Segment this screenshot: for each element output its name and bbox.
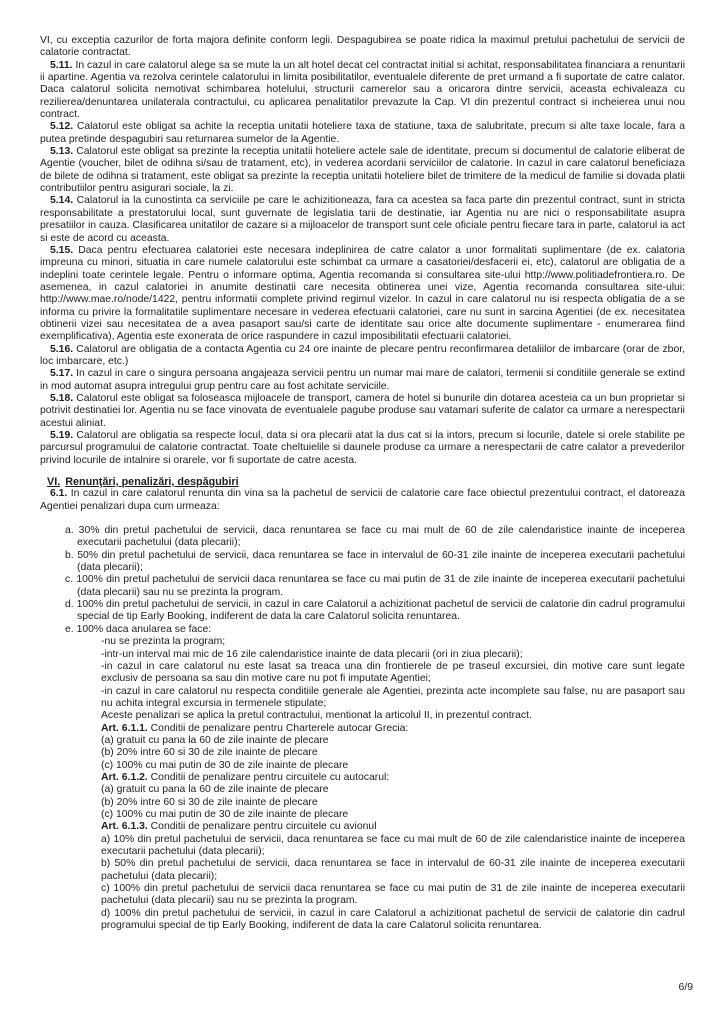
article-6-1-3-item-b: b) 50% din pretul pachetului de servicii, daca renuntarea se face in intervalul de 60-31 zile inainte de inceperea executarii pachetului (data plecarii);	[101, 858, 685, 882]
article-6-1-1-label: Art. 6.1.1.	[101, 722, 148, 734]
clause-5-19-number: 5.19.	[50, 430, 74, 441]
clause-5-15-number: 5.15.	[50, 244, 74, 256]
article-6-1-1-title: Conditii de penalizare pentru Charterele autocar Grecia:	[150, 722, 409, 734]
article-6-1-3-item-a: a) 10% din pretul pachetului de servicii, daca renuntarea se face cu mai mult de 60 de zile calendaristice inainte de inceperea executarii pachetului (data plecarii);	[101, 833, 685, 857]
cancellation-case-4: -in cazul in care calatorul nu respecta conditiile generale ale Agentiei, prezinta acte incomplete sau false, nu are pasaport sau nu achita integral excursia in termenele stipulate;	[101, 685, 685, 709]
clause-5-14-number: 5.14.	[50, 195, 74, 207]
clause-5-11-text: In cazul in care calatorul alege sa se mute la un alt hotel decat cel contractat initial si achitat, responsabilitatea financiara a renuntarii ii apartine. Agentia va rezolva cerintele calatorului in limita posibilitatilor, eventualele diferente de pret urmand a fi suportate de catre calator. Daca calatorul solicita nemotivat schimbarea hotelului, structurii camerelor sau a oricarora dintre servicii, aceasta echivaleaza cu rezilierea/denuntarea unilaterala contractului, cu aplicarea penalitatilor prevazute la Cap. VI din prezentul contract si incheierea unui nou contract.	[40, 59, 685, 121]
penalties-note: Aceste penalizari se aplica la pretul contractului, mentionat la articolul II, in prezentul contract.	[101, 710, 532, 722]
clause-5-18	[40, 393, 685, 430]
clause-5-16-number: 5.16.	[50, 343, 74, 355]
penalty-item-b-marker: b.	[65, 549, 74, 561]
clause-5-13-text: Calatorul este obligat sa prezinte la receptia unitatii hoteliere actele sale de identitate, precum si documentul de calatorie eliberat de Agentie (voucher, bilet de odihna si/sau de tratament, etc), in vederea acordarii serviciilor de calatorie. In cazul in care calatorul beneficiaza de bilete de odihna si tratament, este obligat sa prezinte la receptia unitatii hoteliere bilet de trimitere de la medicul de familie si dovada platii contributiilor pentru asigurari sociale, la zi.	[40, 146, 685, 195]
penalty-item-e-marker: e.	[65, 623, 74, 635]
article-6-1-2-label: Art. 6.1.2.	[101, 771, 148, 783]
cancellation-case-3: -in cazul in care calatorul nu este lasat sa treaca una din frontierele de pe traseul excursiei, din motive care sunt legate exclusiv de persoana sa sau din motive care nu pot fi imputate Agentiei;	[101, 660, 685, 685]
clause-5-14	[40, 195, 685, 244]
clause-5-17-number: 5.17.	[50, 368, 74, 380]
penalty-item-c-marker: c.	[65, 574, 74, 586]
clause-5-18-number: 5.18.	[50, 392, 74, 404]
clause-5-16-text: Calatorul are obligatia de a contacta Agentia cu 24 ore inainte de plecare pentru reconfirmarea detaliilor de imbarcare (orar de zbor, loc imbarcare, etc.)	[40, 343, 685, 367]
penalty-item-a	[65, 525, 685, 550]
clause-5-13-number: 5.13.	[50, 146, 74, 158]
clause-5-12	[40, 121, 685, 146]
penalty-item-c-text: 100% din pretul pachetului de servicii daca renuntarea se face cu mai putin de 31 de zile inainte de inceperea executarii pachetului (data plecarii) sau nu se prezinta la program.	[76, 574, 686, 598]
penalty-item-d-marker: d.	[65, 599, 74, 611]
clause-5-15-text: Daca pentru efectuarea calatoriei este necesara indeplinirea de catre calator a unor formalitati suplimentare (de ex. calatoria impreuna cu minori, situatia in care numele calatorului este schimbat ca urmare a casatoriei/desfacerii ei, etc), calatorul are obligatia de a indeplini toate cerintele legale. Pentru o informare optima, Agentia recomanda si consultarea site-ului http://www.politiadefrontiera.ro. De asemenea, in cazul calatoriei in anumite destinatii care necesita obtinerea unei vize, Agentia recomanda consultarea site-ului: http://www.mae.ro/node/1422, pentru informatii complete privind regimul vizelor. In cazul in care calatorul nu isi respecta obligatia de a se informa cu privire la formalitatile suplimentare necesare in vederea efectuarii calatoriei, care nu sunt in sarcina Agentiei (de ex. necesitatea obtinerii vizei sau necesitatea de a avea pasaport sau/si carte de identitate sau orice alte documente suplimentare - enumerarea fiind exemplificativa), Agentia este exonerata de orice raspundere in cazul imposibilitatii efectuarii calatoriei.	[40, 244, 685, 343]
clause-5-12-text: Calatorul este obligat sa achite la receptia unitatii hoteliere taxa de statiune, taxa de salubritate, precum si alte taxe locale, fara a putea pretinde despagubiri sau returnarea sumelor de la Agentie.	[40, 121, 685, 145]
penalty-item-d	[65, 599, 685, 624]
penalty-item-e-text: 100% daca anularea se face:	[76, 623, 212, 635]
section-vi-title: Renunţări, penalizări, despăgubiri	[65, 476, 239, 489]
cancellation-case-2: -intr-un interval mai mic de 16 zile calendaristice inainte de data plecarii (ori in ziua plecarii);	[101, 648, 523, 660]
section-vi-numeral: VI.	[47, 476, 61, 489]
article-6-1-2-item-b: (b) 20% intre 60 si 30 de zile inainte de plecare	[101, 796, 318, 808]
penalty-item-e	[65, 624, 685, 636]
article-6-1-3-heading	[101, 821, 685, 833]
clause-5-19	[40, 430, 685, 467]
intro-continuation-paragraph: VI, cu exceptia cazurilor de forta majora definite conform legii. Despagubirea se poate ridica la maximul pretului pachetului de servicii de calatorie contractat.	[40, 35, 685, 59]
article-6-1-3-item-d: d) 100% din pretul pachetului de servicii, in cazul in care Calatorul a achizitionat pachetul de servicii de calatorie din cadrul programului special de tip Early Booking, indiferent de data la care Calatorul solicita renuntarea.	[101, 907, 685, 932]
article-6-1-1-item-b: (b) 20% intre 60 si 30 de zile inainte de plecare	[101, 747, 318, 759]
article-6-1-2-heading	[101, 772, 685, 784]
article-6-1-1-item-c: (c) 100% cu mai putin de 30 de zile inainte de plecare	[101, 759, 349, 771]
article-6-1-3-label: Art. 6.1.3.	[101, 821, 148, 833]
clause-5-11-number: 5.11.	[50, 59, 73, 71]
clause-5-11	[40, 60, 685, 122]
clause-5-18-text: Calatorul este obligat sa foloseasca mijloacele de transport, camera de hotel si bunurile din dotarea acesteia ca un bun proprietar si potrivit destinatiei lor. Agentia nu se face vinovata de eventualele pagube produse sau vatamari suferite de calator ca urmare a nerespectarii acestui aliniat.	[40, 392, 685, 429]
clause-5-16	[40, 344, 685, 369]
article-6-1-1-item-a: (a) gratuit cu pana la 60 de zile inainte de plecare	[101, 734, 329, 746]
clause-5-17	[40, 368, 685, 393]
article-6-1-2-item-a: (a) gratuit cu pana la 60 de zile inainte de plecare	[101, 784, 329, 796]
clause-6-1	[40, 488, 685, 513]
penalty-item-b	[65, 550, 685, 575]
clause-6-1-text: In cazul in care calatorul renunta din vina sa la pachetul de servicii de calatorie care face obiectul prezentului contract, el datoreaza Agentiei penalizari dupa cum urmeaza:	[40, 488, 685, 512]
clause-5-15	[40, 245, 685, 344]
article-6-1-2-item-c: (c) 100% cu mai putin de 30 de zile inainte de plecare	[101, 808, 349, 820]
cancellation-case-1: -nu se prezinta la program;	[101, 636, 226, 648]
clause-6-1-number: 6.1.	[50, 488, 68, 500]
clause-5-17-text: In cazul in care o singura persoana angajeaza servicii pentru un numar mai mare de calatori, termenii si conditiile generale se extind in mod automat asupra intregului grup pentru care au fost achitate serviciile.	[40, 368, 685, 392]
penalty-list	[65, 525, 685, 932]
clause-5-12-number: 5.12.	[50, 121, 74, 133]
article-6-1-2-title: Conditii de penalizare pentru circuitele cu autocarul:	[150, 771, 390, 783]
article-6-1-3-item-c: c) 100% din pretul pachetului de servicii daca renuntarea se face cu mai putin de 31 de zile inainte de inceperea executarii pachetului (data plecarii) sau nu se prezinta la program.	[101, 883, 685, 907]
section-vi-heading	[47, 476, 685, 488]
clause-5-14-text: Calatorul ia la cunostinta ca serviciile pe care le achizitioneaza, fara ca acestea sa faca parte din prezentul contract, sunt in stricta responsabilitate a prestatorului local, sunt guvernate de legislatia tarii de destinatie, iar Agentia nu are nici o responsabilitate asupra presatiilor in cauza. Clasificarea unitatilor de cazare si a mijloacelor de transport sunt cele oficiale pentru fiecare tara in parte, calatorul ia act si este de acord cu aceasta.	[40, 195, 685, 244]
article-6-1-3-title: Conditii de penalizare pentru circuitele cu avionul	[150, 821, 377, 833]
penalty-item-b-text: 50% din pretul pachetului de servicii, daca renuntarea se face in intervalul de 60-31 zile inainte de inceperea executarii pachetului (data plecarii);	[77, 549, 686, 574]
cancellation-conditions	[101, 636, 685, 932]
penalty-item-d-text: 100% din pretul pachetului de servicii, in cazul in care Calatorul a achizitionat pachetul de servicii de calatorie din cadrul programului special de tip Early Booking, indiferent de data la care Calatorul solicita renuntarea.	[76, 599, 685, 623]
penalty-item-a-text: 30% din pretul pachetului de servicii, daca renuntarea se face cu mai mult de 60 de zile calendaristice inainte de inceperea executarii pachetului (data plecarii);	[77, 525, 685, 549]
clause-5-19-text: Calatorul are obligatia sa respecte locul, data si ora plecarii atat la dus cat si la intors, precum si locurile, datele si orele stabilite pe parcursul programului de calatorie contractat. Toate cheltuielile si daunele produse ca urmare a nerespectarii de catre calator a prevederilor privind locurile de intalnire si orarele, vor fi suportate de catre acesta.	[40, 430, 685, 466]
penalty-item-c	[65, 574, 685, 599]
clause-5-13	[40, 146, 685, 195]
page-number: 6/9	[678, 982, 693, 993]
article-6-1-1-heading	[101, 723, 685, 735]
penalty-item-a-marker: a.	[65, 525, 74, 537]
